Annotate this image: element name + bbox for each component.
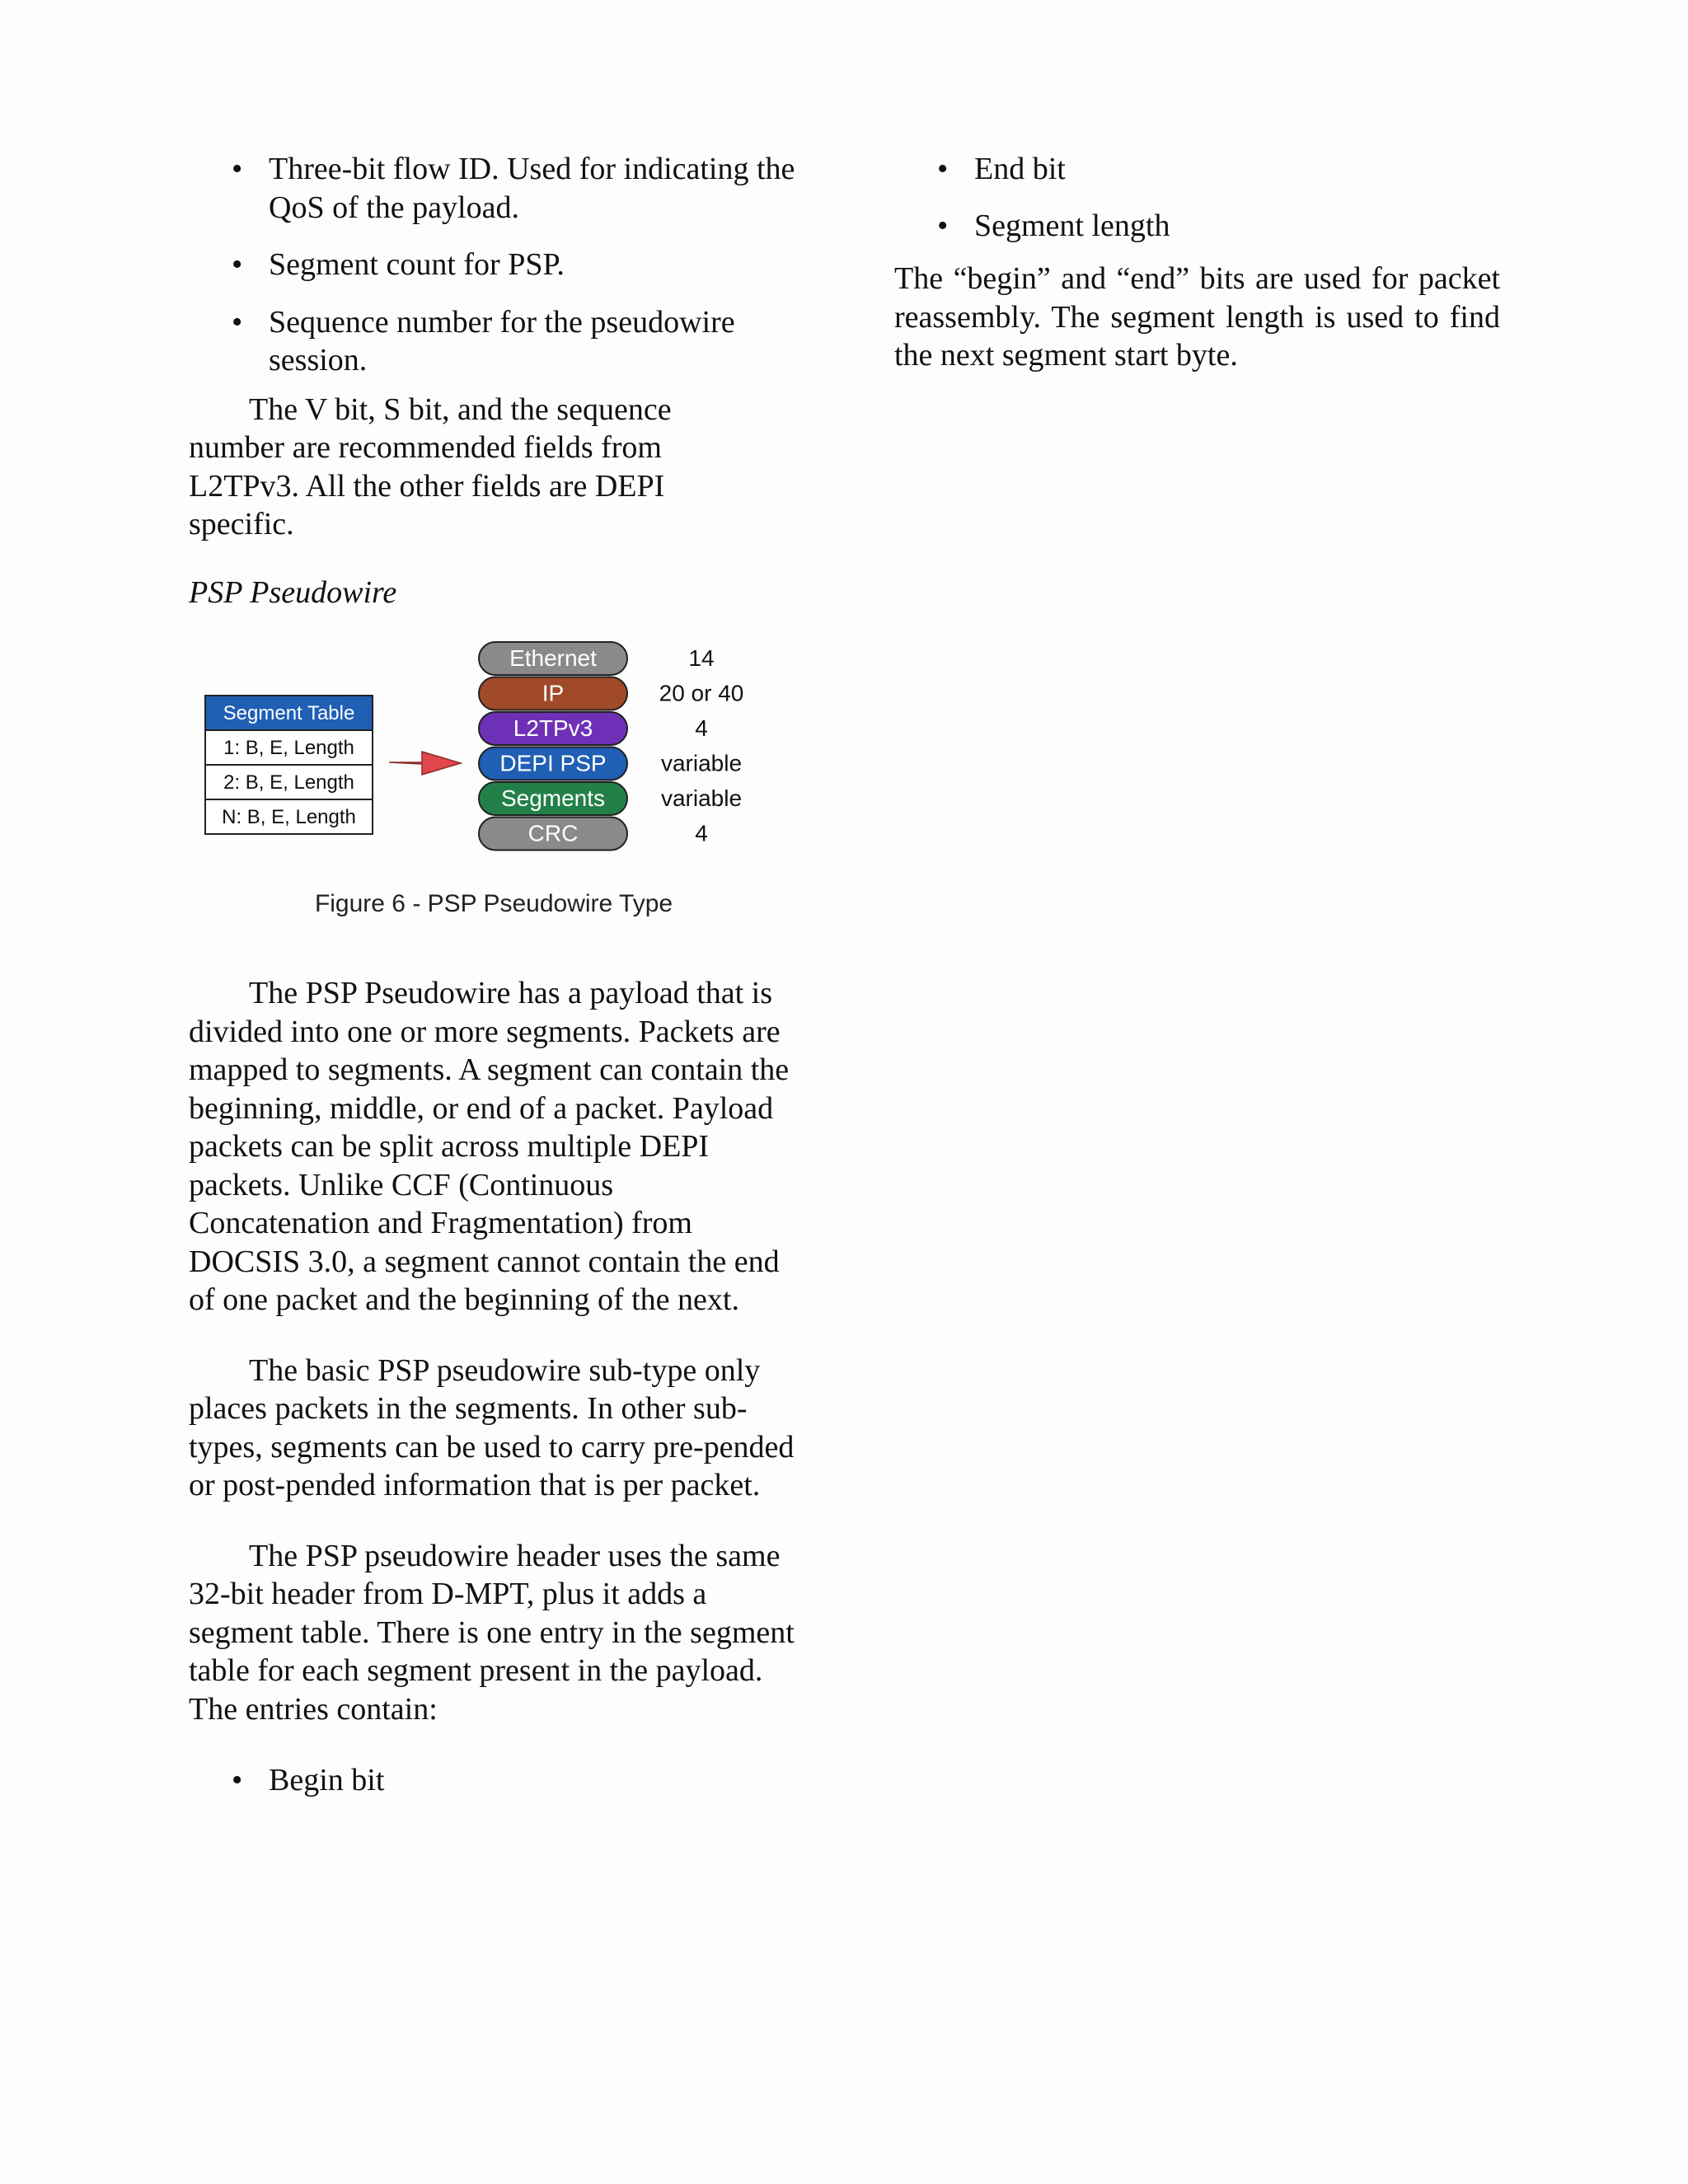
stack-layer-label: CRC: [528, 820, 579, 846]
segment-table-cell: 1: B, E, Length: [223, 737, 354, 759]
stack-layer-label: L2TPv3: [513, 715, 593, 741]
stack-layer-size: variable: [660, 750, 743, 776]
bullet-icon: •: [232, 1763, 243, 1797]
right-column: [894, 150, 1500, 375]
subtype-paragraph: The basic PSP pseudowire sub-type only places packets in the segments. In other sub-types, segments can be used to carry pre-pended or post-pended information that is per packet.: [189, 1352, 795, 1502]
left-column-lower: [189, 974, 799, 1819]
segment-table-cell: 2: B, E, Length: [223, 771, 354, 794]
list-item: • Three-bit flow ID. Used for indicating the QoS of the payload.: [232, 152, 795, 225]
segment-table-cell: N: B, E, Length: [222, 806, 356, 828]
list-item: • Segment length: [894, 207, 1500, 246]
stack-layer-label: Ethernet: [509, 645, 597, 671]
bits-paragraph: The “begin” and “end” bits are used for packet reassembly. The segment length is used to find the next segment start byte.: [894, 261, 1500, 373]
header-paragraph: The PSP pseudowire header uses the same 32-bit header from D-MPT, plus it adds a segment table. There is one entry in the segment table for each segment present in the payload. The entries contain:: [189, 1538, 795, 1727]
list-item: • Begin bit: [189, 1761, 799, 1800]
entries-list-continued: [894, 150, 1500, 245]
stack-layer-label: DEPI PSP: [499, 750, 607, 776]
fields-paragraph: The V bit, S bit, and the sequence number are recommended fields from L2TPv3. All the other fields are DEPI specific.: [189, 391, 672, 541]
stack-layer-size: variable: [660, 785, 743, 811]
stack-layer-size: 4: [695, 820, 708, 846]
payload-paragraph: The PSP Pseudowire has a payload that is divided into one or more segments. Packets are mapped to segments. A segment can contain the beginning, middle, or end of a packet. Payload packets can be split across multiple DEPI packets. Unlike CCF (Continuous Concatenation and Fragmentation) from DOCSIS 3.0, a segment cannot contain the end of one packet and the beginning of the next.: [189, 976, 790, 1317]
stack-layer-size: 14: [688, 645, 715, 671]
bullet-icon: •: [232, 304, 243, 340]
figure-caption: Figure 6 - PSP Pseudowire Type: [314, 890, 673, 917]
flow-fields-list: [189, 150, 799, 380]
stack-layer-size: 4: [695, 715, 708, 741]
entries-list: [189, 1761, 799, 1800]
section-heading: PSP Pseudowire: [189, 574, 397, 610]
figure-diagram: [189, 639, 799, 886]
right-arrow-icon: [389, 752, 461, 775]
left-column: [189, 150, 799, 612]
bullet-icon: •: [937, 208, 949, 243]
list-item: • End bit: [894, 150, 1500, 189]
list-item: • Segment count for PSP.: [189, 246, 799, 284]
list-item: • Sequence number for the pseudowire session.: [232, 304, 735, 377]
stack-layer-label: Segments: [500, 785, 606, 811]
psp-pseudowire-figure: [189, 639, 799, 952]
segment-table-title: Segment Table: [223, 702, 355, 724]
bullet-icon: •: [232, 152, 243, 186]
bullet-icon: •: [232, 247, 243, 282]
bullet-icon: •: [937, 152, 949, 186]
stack-layer-label: IP: [542, 680, 565, 706]
stack-layer-size: 20 or 40: [659, 680, 744, 706]
